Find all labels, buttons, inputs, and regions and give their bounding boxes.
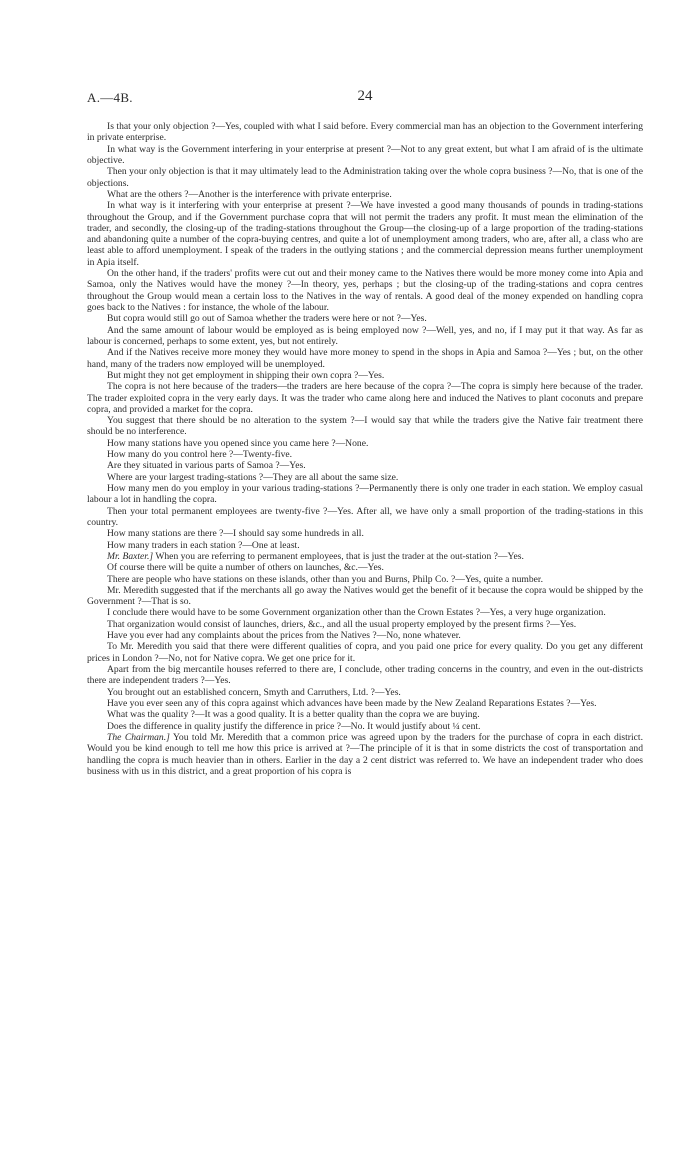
- paragraph-text: Then your total permanent employees are twenty-five ?—Yes. After all, we have only a small proportion of the trading-stations in this country.: [87, 505, 643, 528]
- paragraph: [87, 540, 643, 551]
- paragraph: [87, 449, 643, 460]
- paragraph: [87, 200, 643, 268]
- paragraph: [87, 313, 643, 324]
- paragraph: [87, 709, 643, 720]
- paragraph-text: You brought out an established concern, Smyth and Carruthers, Ltd. ?—Yes.: [107, 686, 401, 698]
- document-reference: A.—4B.: [87, 90, 133, 105]
- paragraph-text: And if the Natives receive more money they would have more money to spend in the shops in Apia and Samoa ?—Yes ; but, on the other hand, many of the traders now employed will be unemployed.: [87, 347, 643, 370]
- paragraph: [87, 472, 643, 483]
- paragraph: [87, 438, 643, 449]
- paragraph-text: You told Mr. Meredith that a common price was agreed upon by the traders for the purchase of copra in each district. Would you be kind enough to tell me how this price is arrived at ?—The principle of it is that in some districts the cost of transportation and handling the copra is much heavier than in others. Earlier in the day a 2 cent district was referred to. We have an independent trader who does business with us in this district, and a great proportion of his copra is: [87, 731, 643, 777]
- paragraph: [87, 585, 643, 608]
- speaker-name: The Chairman.]: [107, 731, 170, 743]
- paragraph-text: How many stations are there ?—I should say some hundreds in all.: [107, 528, 364, 540]
- paragraph: [87, 483, 643, 506]
- paragraph-text: Have you ever had any complaints about the prices from the Natives ?—No, none whatever.: [107, 630, 461, 642]
- paragraph: [87, 528, 643, 539]
- paragraph-text: Have you ever seen any of this copra against which advances have been made by the New Zealand Reparations Estates ?—Yes.: [107, 697, 597, 709]
- paragraph: [87, 325, 643, 348]
- paragraph: [87, 144, 643, 167]
- paragraph-text: That organization would consist of launches, driers, &c., and all the usual property employed by the present firms ?—Yes.: [107, 618, 577, 630]
- paragraph-text: How many stations have you opened since you came here ?—None.: [107, 437, 369, 449]
- paragraph-text: What are the others ?—Another is the interference with private enterprise.: [107, 188, 392, 200]
- paragraph: [87, 630, 643, 641]
- paragraph-text: Apart from the big mercantile houses referred to there are, I conclude, other trading concerns in the country, and even in the out-districts there are independent traders ?—Yes.: [87, 664, 643, 687]
- paragraph-text: Where are your largest trading-stations ?—They are all about the same size.: [107, 471, 399, 483]
- page-number: 24: [357, 88, 373, 104]
- paragraph-text: But copra would still go out of Samoa whether the traders were here or not ?—Yes.: [107, 313, 427, 325]
- document-body: [87, 121, 643, 777]
- paragraph-text: There are people who have stations on these islands, other than you and Burns, Philp Co. ?—Yes, quite a number.: [107, 573, 543, 585]
- paragraph-text: How many men do you employ in your various trading-stations ?—Permanently there is only one trader in each station. We employ casual labour a lot in handling the copra.: [87, 483, 643, 506]
- paragraph: [87, 607, 643, 618]
- paragraph-text: To Mr. Meredith you said that there were different qualities of copra, and you paid one price for every quality. Do you get any different prices in London ?—No, not for Native copra. We get one price for it.: [87, 641, 643, 664]
- paragraph-text: Of course there will be quite a number of others on launches, &c.—Yes.: [107, 562, 384, 574]
- paragraph: [87, 562, 643, 573]
- paragraph-text: You suggest that there should be no alteration to the system ?—I would say that while the traders give the Native fair treatment there should be no interference.: [87, 415, 643, 438]
- paragraph-text: In what way is it interfering with your enterprise at present ?—We have invested a good many thousands of pounds in trading-stations throughout the Group, and if the Government purchase copra that will not permit the traders any profit. It must mean the elimination of the trader, and secondly, the closing-up of the trading-stations throughout the Group—the closing-up of a large proportion of the trading-stations and abandoning quite a number of the copra-buying centres, and quite a lot of unemployment among traders, who are, after all, a class who are least able to afford unemployment. I speak of the traders in the outlying stations ; and the commercial depression means further unemployment in Apia itself.: [87, 200, 643, 268]
- paragraph: [87, 574, 643, 585]
- paragraph-text: Are they situated in various parts of Samoa ?—Yes.: [107, 460, 306, 472]
- paragraph-text: On the other hand, if the traders' profits were cut out and their money came to the Natives there would be more money come into Apia and Samoa, only the Natives would have the money ?—In theory, yes, perhaps ; but the closing-up of the trading-stations and copra centres throughout the Group would mean a certain loss to the Natives in the way of rentals. A good deal of the money expended on handling copra goes back to the Natives : for instance, the whole of the labour.: [87, 268, 643, 313]
- page-header: [87, 88, 643, 108]
- paragraph-text: Is that your only objection ?—Yes, coupled with what I said before. Every commercial man has an objection to the Government interfering in private enterprise.: [87, 121, 643, 144]
- paragraph: [87, 619, 643, 630]
- paragraph-text: But might they not get employment in shipping their own copra ?—Yes.: [107, 369, 385, 381]
- paragraph: [87, 415, 643, 438]
- paragraph-text: What was the quality ?—It was a good quality. It is a better quality than the copra we are buying.: [107, 709, 480, 721]
- paragraph: [87, 506, 643, 529]
- paragraph: [87, 698, 643, 709]
- paragraph: [87, 189, 643, 200]
- paragraph-text: And the same amount of labour would be employed as is being employed now ?—Well, yes, and no, if I may put it that way. As far as labour is concerned, perhaps to some extent, yes, but not entirely.: [87, 324, 643, 347]
- paragraph: [87, 381, 643, 415]
- paragraph: [87, 347, 643, 370]
- paragraph-text: Does the difference in quality justify the difference in price ?—No. It would justify about ¼ cent.: [107, 720, 481, 732]
- paragraph: [87, 664, 643, 687]
- paragraph: [87, 370, 643, 381]
- paragraph: [87, 166, 643, 189]
- paragraph-text: In what way is the Government interfering in your enterprise at present ?—Not to any great extent, but what I am afraid of is the ultimate objective.: [87, 143, 643, 166]
- paragraph: [87, 460, 643, 471]
- paragraph-text: I conclude there would have to be some Government organization other than the Crown Estates ?—Yes, a very huge organization.: [107, 607, 606, 619]
- paragraph: [87, 732, 643, 777]
- paragraph: [87, 721, 643, 732]
- paragraph-text: When you are referring to permanent employees, that is just the trader at the out-station ?—Yes.: [153, 550, 524, 562]
- paragraph: [87, 641, 643, 664]
- paragraph: [87, 551, 643, 562]
- paragraph-text: The copra is not here because of the traders—the traders are here because of the copra ?—The copra is simply here because of the trader. The trader exploited copra in the very early days. It was the trader who came along here and induced the Natives to plant coconuts and prepare copra, and provided a market for the copra.: [87, 381, 643, 415]
- paragraph: [87, 687, 643, 698]
- paragraph: [87, 268, 643, 313]
- paragraph-text: How many do you control here ?—Twenty-five.: [107, 449, 293, 461]
- paragraph-text: Mr. Meredith suggested that if the merchants all go away the Natives would get the benefit of it because the copra would be shipped by the Government ?—That is so.: [87, 584, 643, 608]
- paragraph: [87, 121, 643, 144]
- speaker-name: Mr. Baxter.]: [107, 550, 154, 562]
- paragraph-text: Then your only objection is that it may ultimately lead to the Administration taking over the whole copra business ?—No, that is one of the objections.: [87, 166, 643, 189]
- paragraph-text: How many traders in each station ?—One at least.: [107, 539, 300, 551]
